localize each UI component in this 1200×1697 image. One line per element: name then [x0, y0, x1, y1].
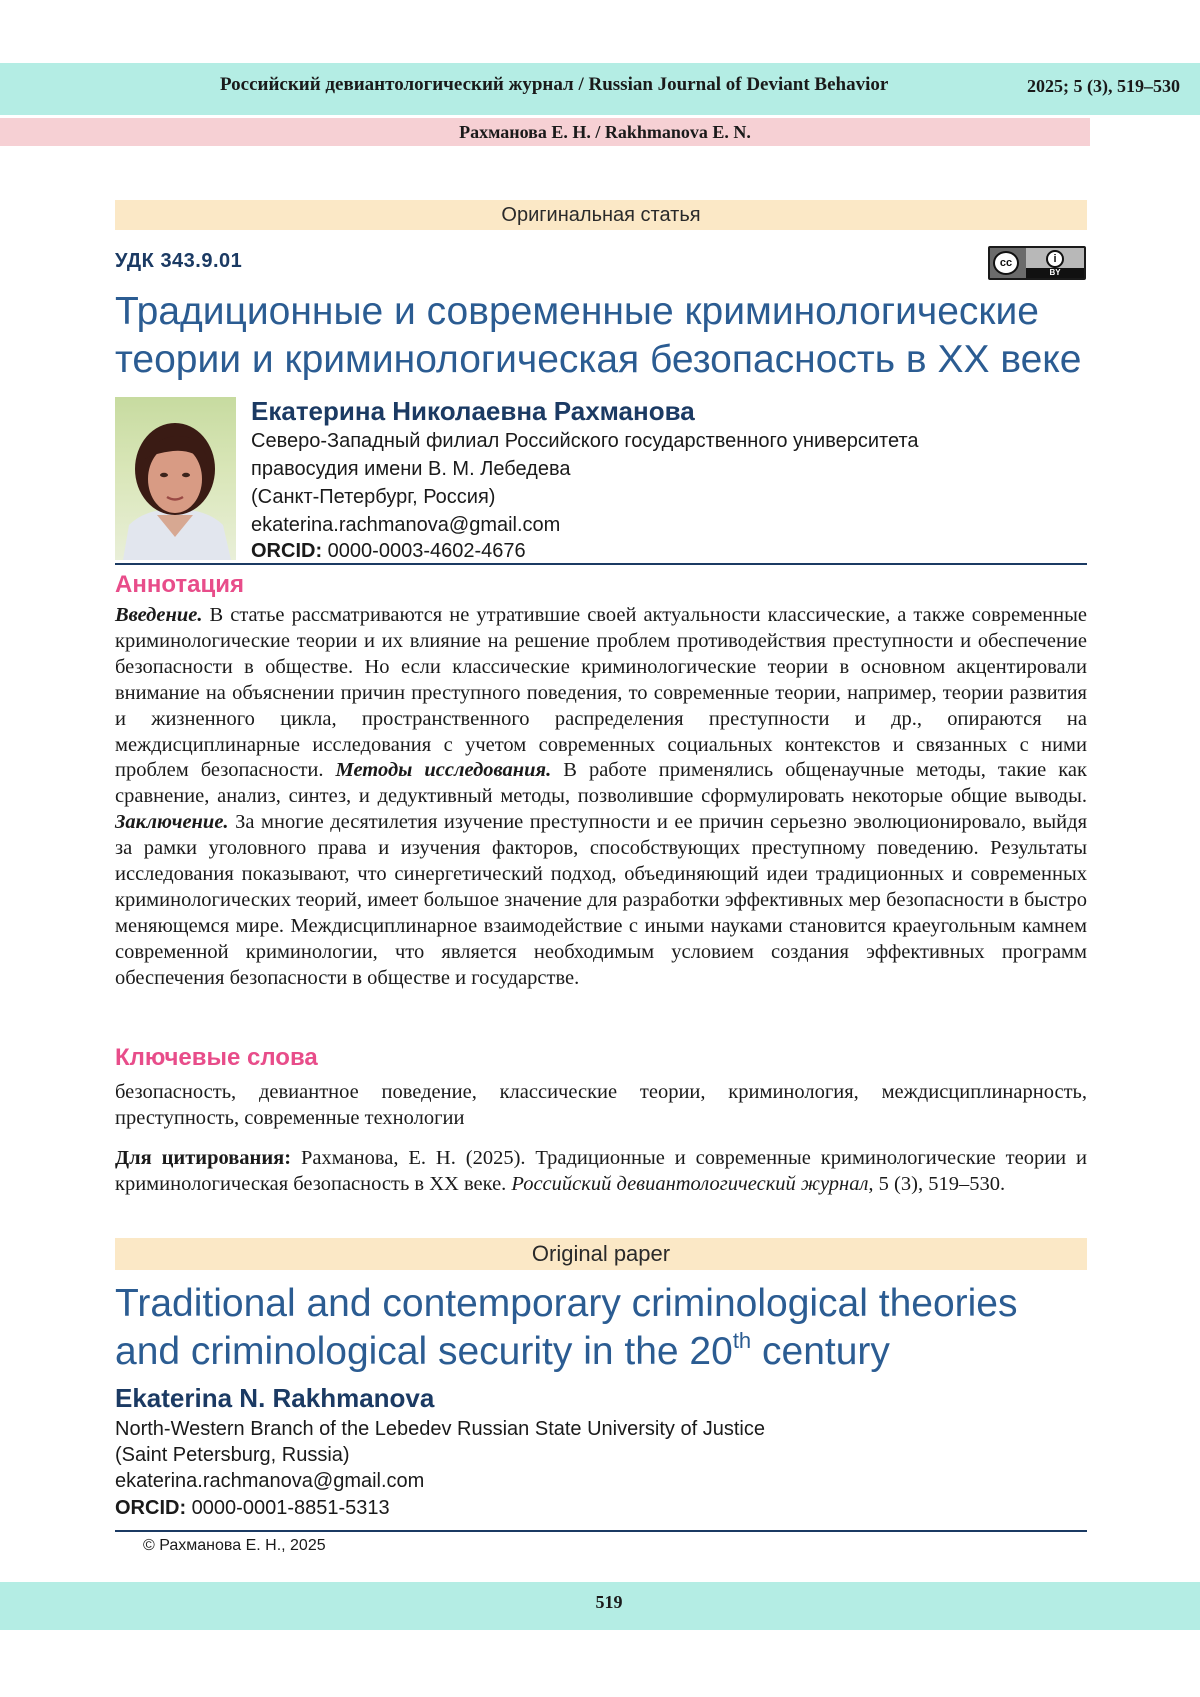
author-name-ru: Екатерина Николаевна Рахманова: [251, 396, 695, 426]
article-title-en: [115, 1280, 1105, 1376]
keywords-text: безопасность, девиантное поведение, классические теории, криминология, междисциплинарность, преступность, современные технологии: [115, 1081, 1087, 1129]
affiliation-en-location: (Saint Petersburg, Russia): [115, 1444, 350, 1466]
affiliation-ru-line1: Северо-Западный филиал Российского государственного университета: [251, 430, 919, 452]
divider-rule: [115, 563, 1087, 565]
title-en-line2-pre: and criminological security in the 20: [115, 1330, 733, 1373]
abstract-methods-text: В работе применялись общенаучные методы, такие как сравнение, анализ, синтез, и дедуктивный методы, позволившие сформулировать некоторые общие выводы.: [115, 759, 1087, 808]
orcid-label-en: ORCID:: [115, 1497, 187, 1519]
orcid-id-en[interactable]: 0000-0001-8851-5313: [191, 1497, 390, 1519]
abstract-text: [115, 603, 1087, 992]
abstract-methods-label: Методы исследования.: [335, 759, 552, 782]
affiliation-ru-location: (Санкт-Петербург, Россия): [251, 486, 496, 508]
copyright-notice: © Рахманова Е. Н., 2025: [143, 1537, 326, 1554]
author-email-ru[interactable]: ekaterina.rachmanova@gmail.com: [251, 514, 561, 536]
author-name-en: Ekaterina N. Rakhmanova: [115, 1383, 435, 1413]
title-en-line2-sup: th: [732, 1328, 752, 1353]
journal-title: Российский девиантологический журнал / Russian Journal of Deviant Behavior: [220, 74, 889, 95]
cc-logo-icon: cc: [993, 251, 1019, 275]
orcid-id-ru[interactable]: 0000-0003-4602-4676: [327, 540, 526, 562]
issue-info: 2025; 5 (3), 519–530: [1027, 76, 1180, 96]
article-title-en-line2: [115, 1328, 1105, 1376]
cc-by-label: BY: [1026, 268, 1084, 278]
article-title-ru: [115, 288, 1105, 384]
citation-journal: Российский девиантологический журнал,: [511, 1173, 874, 1195]
article-title-en-line1: Traditional and contemporary criminological theories: [115, 1282, 1018, 1325]
title-en-line2-post: century: [751, 1330, 890, 1373]
orcid-label-ru: ORCID:: [251, 540, 323, 562]
divider-rule: [115, 1530, 1087, 1532]
udk-code: УДК 343.9.01: [115, 250, 243, 272]
section-label-en: Original paper: [115, 1238, 1087, 1270]
author-email-en[interactable]: ekaterina.rachmanova@gmail.com: [115, 1470, 425, 1492]
abstract-intro-text: В статье рассматриваются не утратившие своей актуальности классические, а также современные криминологические теории и их влияние на решение проблем противодействия преступности и обеспечение безопасности в обществе. Но если классические криминологические теории в основном акцентировали внимание на объяснении причин преступного поведения, то современные теории, например, теории развития и жизненного цикла, пространственного распределения преступности и др., опираются на междисциплинарные исследования с учетом современных социальных контекстов и связанных с ними проблем безопасности.: [115, 604, 1087, 782]
citation-text: Рахманова, Е. Н. (2025). Традиционные и современные криминологические теории и криминологическая безопасность в XX веке.: [115, 1147, 1087, 1195]
abstract-conclusion-text: За многие десятилетия изучение преступности и ее причин серьезно эволюционировало, выйдя за рамки уголовного права и изучения факторов, способствующих преступному поведению. Результаты исследования показывают, что синергетический подход, объединяющий идеи традиционных и современных криминологических теорий, имеет большое значение для разработки эффективных мер безопасности в быстро меняющемся мире. Междисциплинарное взаимодействие с иными науками становится краеугольным камнем современной криминологии, что является необходимым условием создания эффективных программ обеспечения безопасности в обществе и государстве.: [115, 811, 1087, 989]
section-label-ru: Оригинальная статья: [115, 200, 1087, 230]
citation-block: [115, 1145, 1087, 1197]
affiliation-en-line1: North-Western Branch of the Lebedev Russian State University of Justice: [115, 1418, 765, 1440]
article-title-ru-line1: Традиционные и современные криминологические: [115, 290, 1039, 333]
citation-tail: 5 (3), 519–530.: [873, 1173, 1006, 1195]
attribution-person-icon: i: [1046, 250, 1064, 268]
affiliation-ru-line2: правосудия имени В. М. Лебедева: [251, 458, 571, 480]
citation-label: Для цитирования:: [115, 1147, 292, 1169]
orcid-ru: [251, 537, 526, 565]
abstract-conclusion-label: Заключение.: [115, 811, 229, 834]
page-number: 519: [595, 1592, 623, 1612]
author-photo: [115, 397, 236, 560]
creative-commons-by-icon[interactable]: [988, 246, 1086, 280]
abstract-heading: Аннотация: [115, 571, 244, 598]
running-authors: Рахманова Е. Н. / Rakhmanova E. N.: [459, 122, 751, 142]
orcid-en: [115, 1495, 390, 1521]
article-title-ru-line2: теории и криминологическая безопасность в XX веке: [115, 338, 1082, 381]
keywords-heading: Ключевые слова: [115, 1044, 318, 1071]
author-portrait-image: [115, 397, 236, 560]
abstract-intro-label: Введение.: [115, 604, 203, 626]
